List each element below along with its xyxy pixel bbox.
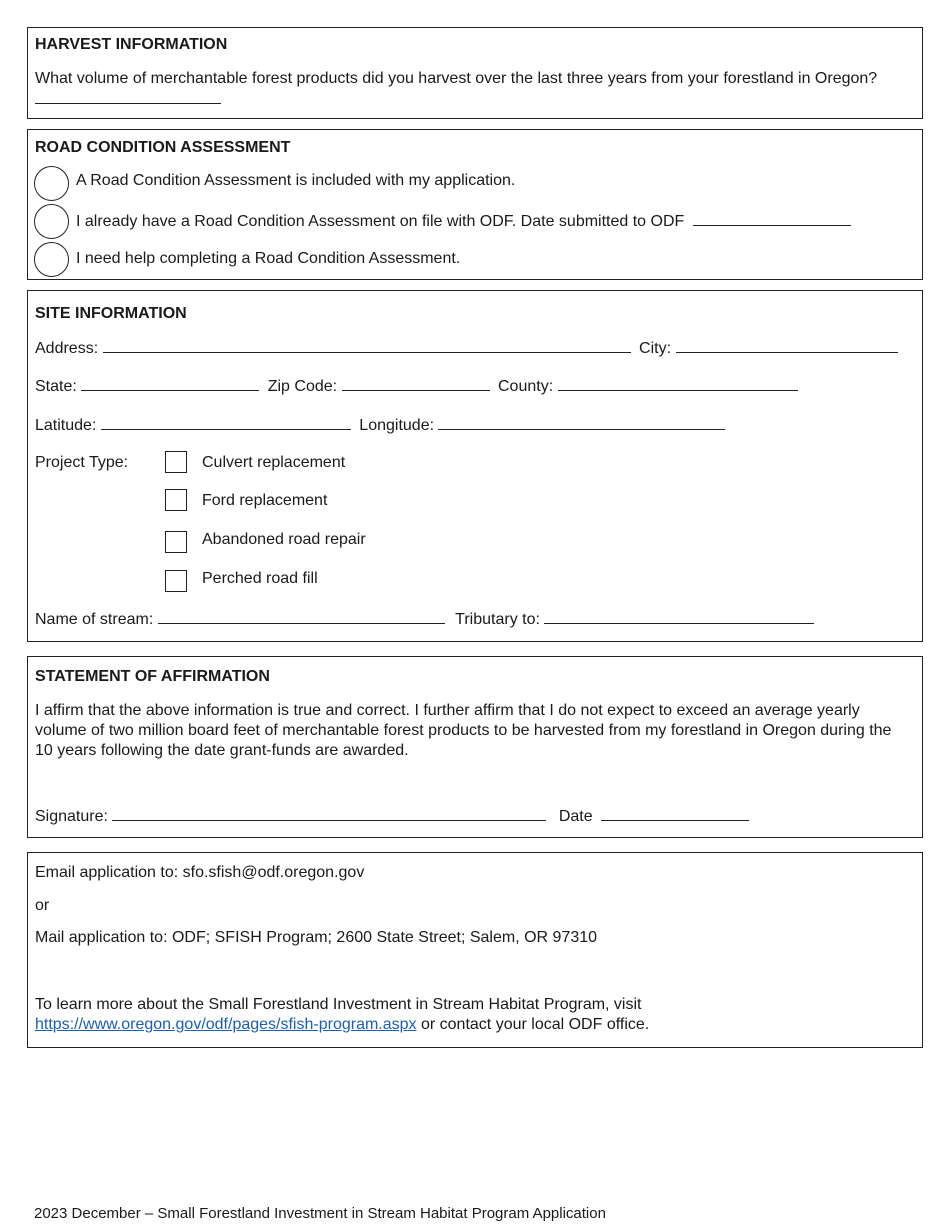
email-instruction: Email application to: sfo.sfish@odf.oregon.gov <box>35 864 365 881</box>
state-field[interactable] <box>81 376 259 391</box>
city-label: City: <box>639 340 672 357</box>
harvest-question <box>35 69 905 110</box>
signature-field[interactable] <box>112 806 546 821</box>
road-option-3-label: I need help completing a Road Condition Assessment. <box>76 250 461 267</box>
road-section <box>27 129 923 280</box>
culvert-replacement-label: Culvert replacement <box>202 454 346 471</box>
county-field[interactable] <box>558 376 798 391</box>
affirmation-title: STATEMENT OF AFFIRMATION <box>35 668 270 685</box>
or-text: or <box>35 897 50 914</box>
city-field[interactable] <box>676 338 898 353</box>
harvest-section <box>27 27 923 119</box>
coordinates-row <box>35 415 725 435</box>
state-row <box>35 376 798 396</box>
road-option-2-row <box>76 211 851 231</box>
harvest-title: HARVEST INFORMATION <box>35 36 228 53</box>
tributary-label: Tributary to: <box>455 611 540 628</box>
signature-row <box>35 806 749 826</box>
signature-label: Signature: <box>35 808 108 825</box>
road-option-2-radio[interactable] <box>34 204 69 239</box>
longitude-field[interactable] <box>438 415 725 430</box>
perched-road-fill-checkbox[interactable] <box>165 570 187 592</box>
tributary-field[interactable] <box>544 609 814 624</box>
learn-more-prefix: To learn more about the Small Forestland Investment in Stream Habitat Program, visit <box>35 996 642 1013</box>
project-type-label: Project Type: <box>35 454 129 471</box>
address-label: Address: <box>35 340 99 357</box>
stream-row <box>35 609 814 629</box>
state-label: State: <box>35 378 77 395</box>
road-option-3-radio[interactable] <box>34 242 69 277</box>
site-section <box>27 290 923 642</box>
address-row <box>35 338 898 358</box>
culvert-replacement-checkbox[interactable] <box>165 451 187 473</box>
road-title: ROAD CONDITION ASSESSMENT <box>35 139 291 156</box>
learn-more-suffix: or contact your local ODF office. <box>420 1016 650 1033</box>
county-label: County: <box>498 378 554 395</box>
harvest-question-text: What volume of merchantable forest products did you harvest over the last three years from your forestland in Oregon? <box>35 70 878 87</box>
zip-field[interactable] <box>342 376 490 391</box>
affirmation-section <box>27 656 923 838</box>
sfish-program-link[interactable]: https://www.oregon.gov/odf/pages/sfish-program.aspx <box>35 1016 417 1033</box>
road-option-2-label: I already have a Road Condition Assessment on file with ODF. Date submitted to ODF <box>76 213 685 230</box>
stream-name-field[interactable] <box>158 609 445 624</box>
abandoned-road-repair-checkbox[interactable] <box>165 531 187 553</box>
ford-replacement-checkbox[interactable] <box>165 489 187 511</box>
perched-road-fill-label: Perched road fill <box>202 570 318 587</box>
road-option-1-radio[interactable] <box>34 166 69 201</box>
learn-more <box>35 995 905 1035</box>
latitude-field[interactable] <box>101 415 351 430</box>
contact-section <box>27 852 923 1048</box>
address-field[interactable] <box>103 338 631 353</box>
harvest-volume-field[interactable] <box>35 89 221 104</box>
date-label: Date <box>558 808 593 825</box>
ford-replacement-label: Ford replacement <box>202 492 328 509</box>
mail-instruction: Mail application to: ODF; SFISH Program; 2600 State Street; Salem, OR 97310 <box>35 929 598 946</box>
road-option-1-label: A Road Condition Assessment is included with my application. <box>76 172 516 189</box>
longitude-label: Longitude: <box>359 417 435 434</box>
abandoned-road-repair-label: Abandoned road repair <box>202 531 366 548</box>
zip-label: Zip Code: <box>267 378 338 395</box>
stream-label: Name of stream: <box>35 611 154 628</box>
road-date-submitted-field[interactable] <box>693 211 851 226</box>
site-title: SITE INFORMATION <box>35 305 187 322</box>
page-footer: 2023 December – Small Forestland Investment in Stream Habitat Program Application <box>34 1205 606 1222</box>
date-field[interactable] <box>601 806 749 821</box>
affirmation-text: I affirm that the above information is true and correct. I further affirm that I do not expect to exceed an average yearly volume of two million board feet of merchantable forest products to be harvested from my forestland in Oregon during the 10 years following the date grant-funds are awarded. <box>35 702 892 759</box>
latitude-label: Latitude: <box>35 417 97 434</box>
